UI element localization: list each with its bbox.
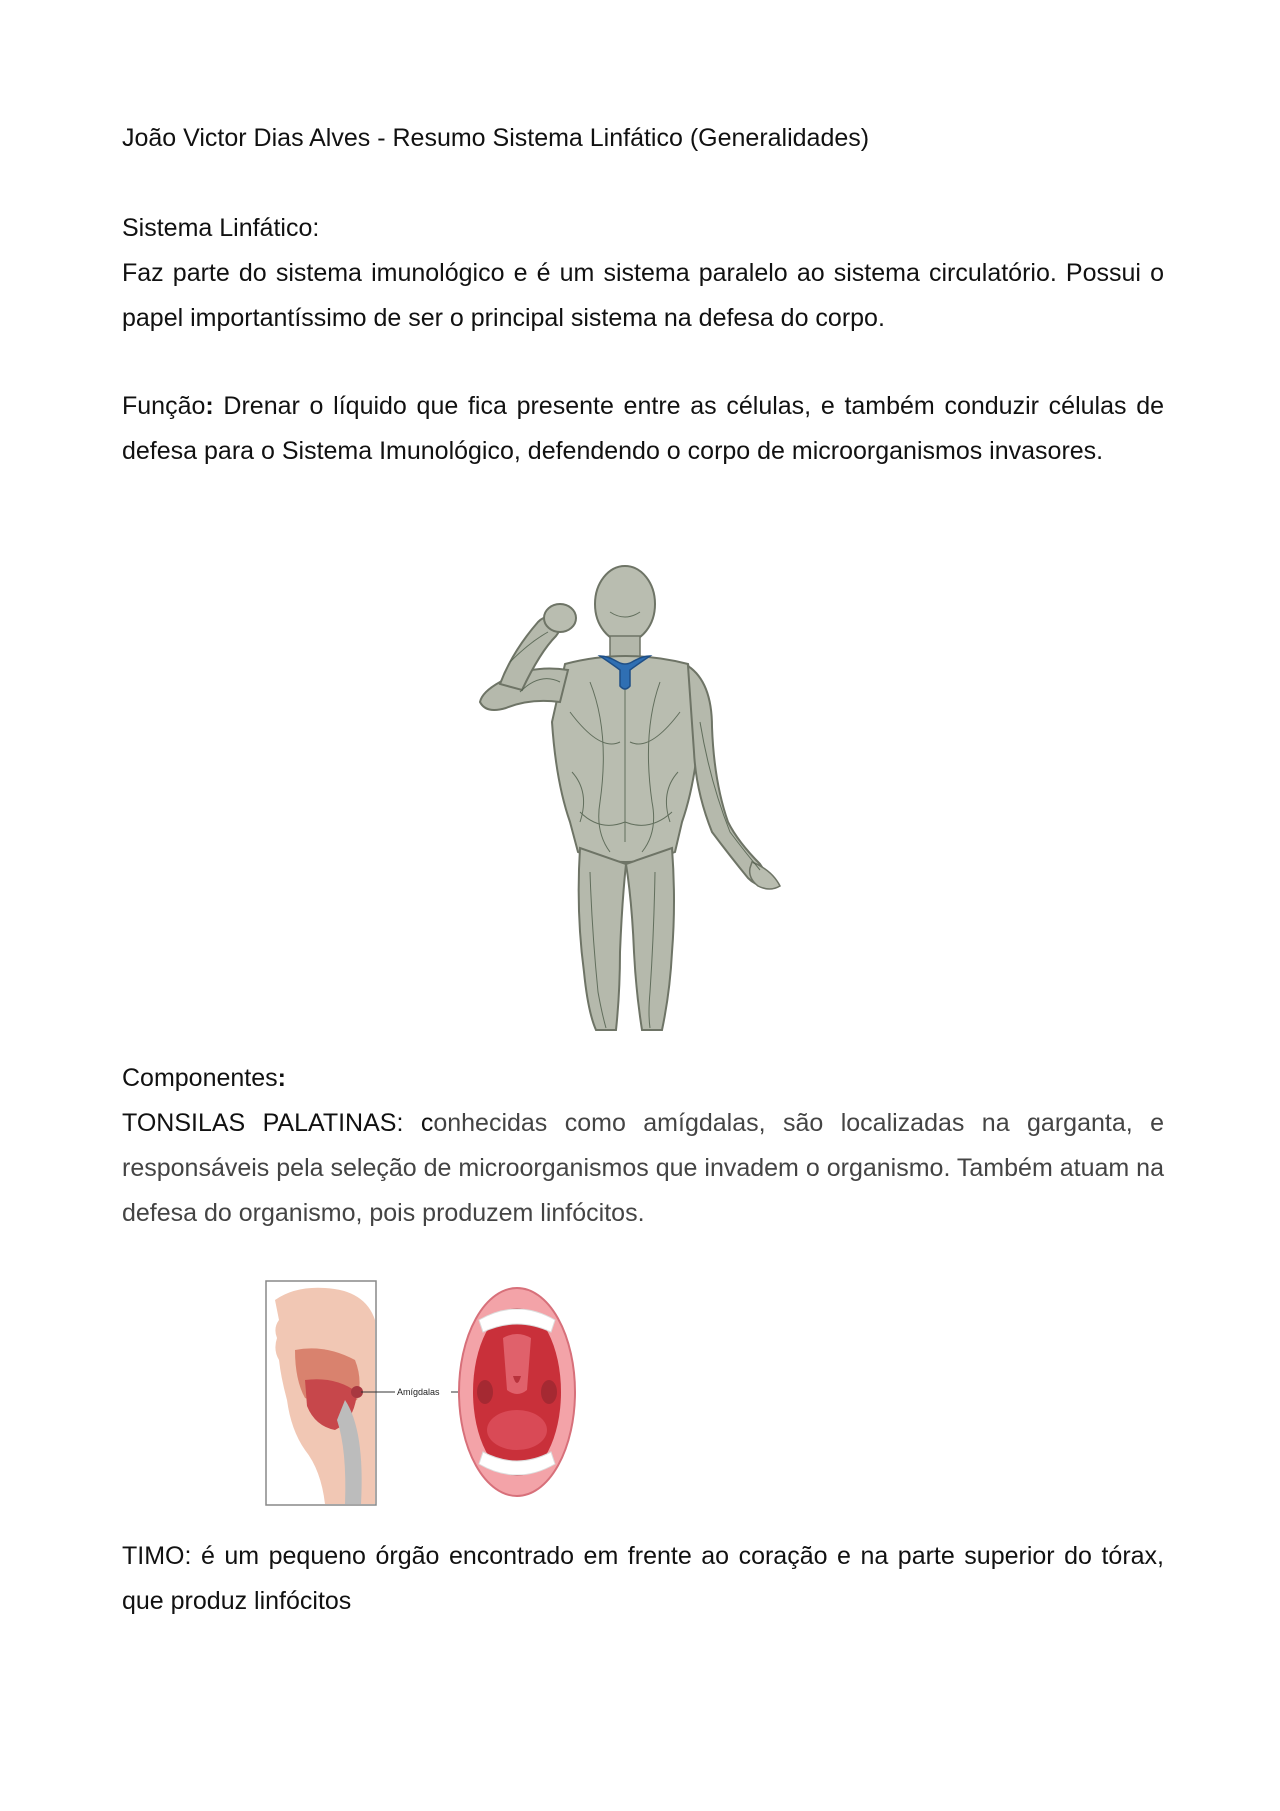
tonsil-right xyxy=(541,1380,557,1404)
open-mouth xyxy=(459,1288,575,1496)
funcao-colon: : xyxy=(205,392,214,420)
tonsilas-label: TONSILAS PALATINAS: c xyxy=(122,1109,434,1137)
timo-paragraph: TIMO: é um pequeno órgão encontrado em frente ao coração e na parte superior do tórax, que produz linfócitos xyxy=(122,1542,1164,1615)
tonsilas-paragraph xyxy=(122,1101,1164,1236)
tonsilas-text: onhecidas como amígdalas, são localizadas na garganta, e responsáveis pela seleção de microorganismos que invadem o organismo. Também atuam na defesa do organismo, pois produzem linfócitos. xyxy=(122,1109,1164,1227)
componentes-label: Componentes xyxy=(122,1064,278,1092)
funcao-text: Drenar o líquido que fica presente entre as células, e também conduzir células de defesa para o Sistema Imunológico, defendendo o corpo de microorganismos invasores. xyxy=(122,392,1164,465)
document-title: João Victor Dias Alves - Resumo Sistema Linfático (Generalidades) xyxy=(122,124,870,152)
tonsils-illustration xyxy=(265,1280,580,1508)
body-silhouette xyxy=(480,566,780,1030)
head-profile-section xyxy=(266,1281,376,1505)
componentes-colon: : xyxy=(277,1064,286,1092)
intro-paragraph: Faz parte do sistema imunológico e é um sistema paralelo ao sistema circulatório. Possui o papel importantíssimo de ser o principal sistema na defesa do corpo. xyxy=(122,259,1164,332)
componentes-heading xyxy=(122,1056,1164,1101)
funcao-label: Função xyxy=(122,392,206,420)
section-sistema-linfatico xyxy=(122,206,1164,341)
amigdalas-label: Amígdalas xyxy=(397,1387,440,1397)
section-heading: Sistema Linfático: xyxy=(122,214,320,242)
funcao-paragraph xyxy=(122,384,1164,474)
lymphatic-body-illustration xyxy=(460,552,790,1034)
tonsil-left xyxy=(477,1380,493,1404)
section-componentes xyxy=(122,1056,1164,1236)
